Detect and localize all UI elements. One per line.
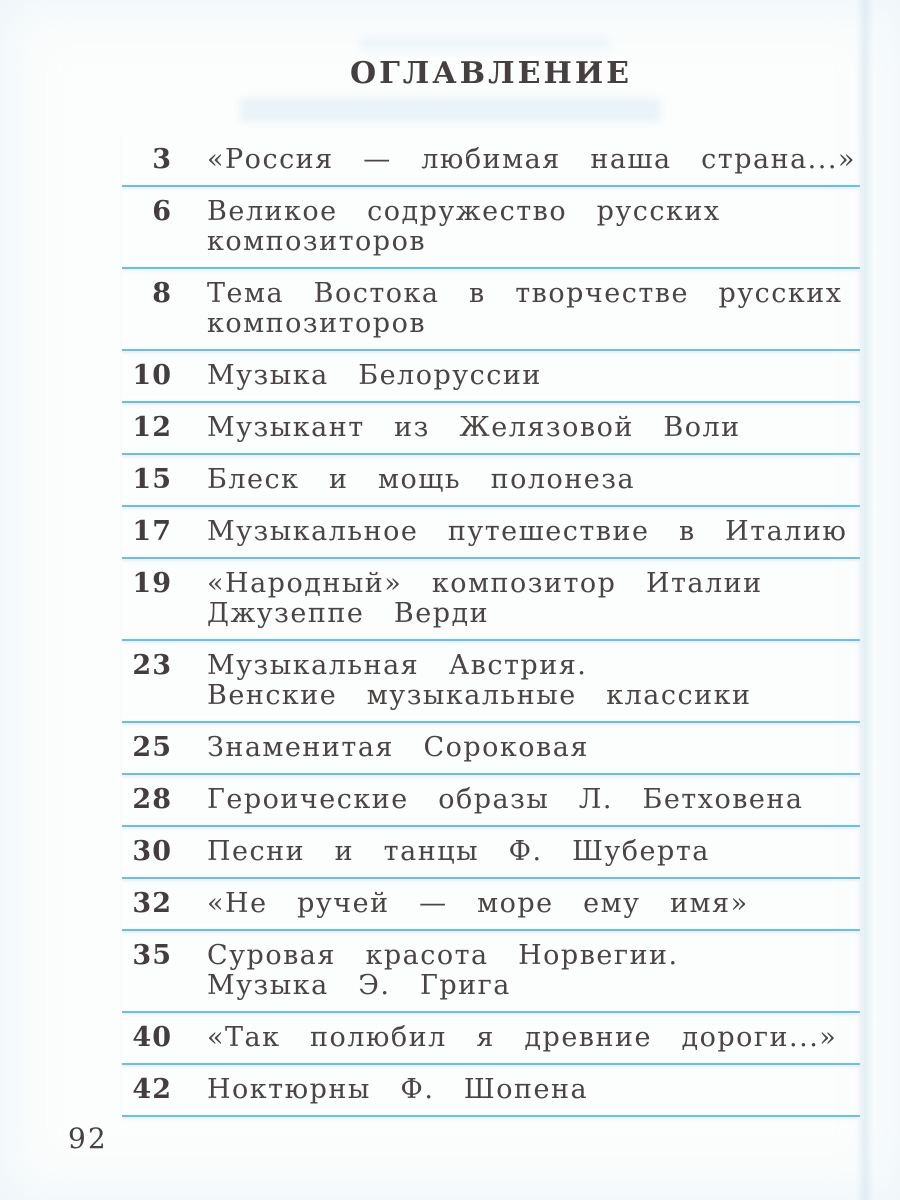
toc-item-page-number: 19 xyxy=(132,568,172,599)
showthrough-ghost xyxy=(240,98,660,122)
toc-item-title xyxy=(172,733,589,763)
toc-title-line: Музыкальное путешествие в Италию xyxy=(207,516,848,547)
toc-item-page-number: 12 xyxy=(132,412,172,443)
toc-item-page-number: 25 xyxy=(132,732,172,763)
toc-title-line: «Народный» композитор Италии xyxy=(207,568,763,599)
toc-item-page-number: 17 xyxy=(132,516,172,547)
toc-item-page-number: 8 xyxy=(152,278,172,309)
toc-item-page-number: 35 xyxy=(132,940,172,971)
toc-row xyxy=(122,351,860,403)
toc-title-line: Героические образы Л. Бетховена xyxy=(207,784,804,815)
toc-item-title xyxy=(172,651,751,711)
toc-row xyxy=(122,775,860,827)
toc-row xyxy=(122,1013,860,1065)
toc-title-line: «Так полюбил я древние дороги...» xyxy=(207,1022,838,1053)
toc-list xyxy=(122,135,860,1117)
toc-item-title xyxy=(172,569,763,629)
toc-title-line: Тема Востока в творчестве русских xyxy=(207,278,843,309)
toc-item-title xyxy=(172,1075,588,1105)
toc-item-title xyxy=(172,145,856,175)
toc-row xyxy=(122,879,860,931)
toc-title-line: «Россия — любимая наша страна...» xyxy=(207,144,856,175)
toc-item-title xyxy=(172,837,710,867)
toc-row xyxy=(122,455,860,507)
toc-row xyxy=(122,641,860,723)
toc-item-title xyxy=(172,279,843,339)
toc-item-page-number: 32 xyxy=(132,888,172,919)
toc-title-line: Великое содружество русских xyxy=(207,196,721,227)
toc-item-page-number: 15 xyxy=(132,464,172,495)
toc-item-title xyxy=(172,1023,837,1053)
toc-item-title xyxy=(172,941,679,1001)
toc-title-line: «Не ручей — море ему имя» xyxy=(207,888,749,919)
toc-title-line: композиторов xyxy=(207,226,427,257)
toc-title-line: Венские музыкальные классики xyxy=(207,680,752,711)
page-number: 92 xyxy=(68,1122,108,1155)
toc-item-page-number: 42 xyxy=(132,1074,172,1105)
toc-title-line: Музыкальная Австрия. xyxy=(207,650,588,681)
toc-item-page-number: 3 xyxy=(152,144,172,175)
toc-title-line: Джузеппе Верди xyxy=(207,598,490,629)
toc-item-page-number: 28 xyxy=(132,784,172,815)
toc-row xyxy=(122,507,860,559)
toc-row xyxy=(122,827,860,879)
toc-title-line: Музыкант из Желязовой Воли xyxy=(207,412,741,443)
toc-row xyxy=(122,1065,860,1117)
toc-item-title xyxy=(172,413,741,443)
toc-item-title xyxy=(172,517,847,547)
toc-item-title xyxy=(172,361,542,391)
toc-title-line: Ноктюрны Ф. Шопена xyxy=(207,1074,589,1105)
toc-item-page-number: 30 xyxy=(132,836,172,867)
toc-row xyxy=(122,135,860,187)
toc-row xyxy=(122,187,860,269)
toc-item-title xyxy=(172,197,721,257)
toc-item-page-number: 40 xyxy=(132,1022,172,1053)
page-title: ОГЛАВЛЕНИЕ xyxy=(349,56,633,91)
toc-title-line: Музыка Э. Грига xyxy=(207,970,511,1001)
toc-title-line: Знаменитая Сороковая xyxy=(207,732,589,763)
toc-row xyxy=(122,269,860,351)
toc-row xyxy=(122,403,860,455)
toc-item-page-number: 23 xyxy=(132,650,172,681)
toc-item-page-number: 10 xyxy=(132,360,172,391)
toc-item-title xyxy=(172,465,635,495)
toc-title-line: Суровая красота Норвегии. xyxy=(207,940,679,971)
toc-title-line: Песни и танцы Ф. Шуберта xyxy=(207,836,710,867)
toc-title-line: композиторов xyxy=(207,308,427,339)
toc-item-page-number: 6 xyxy=(152,196,172,227)
toc-item-title xyxy=(172,785,804,815)
toc-title-line: Блеск и мощь полонеза xyxy=(207,464,636,495)
showthrough-ghost xyxy=(360,36,610,51)
toc-title-line: Музыка Белоруссии xyxy=(207,360,542,391)
toc-row xyxy=(122,931,860,1013)
toc-row xyxy=(122,723,860,775)
toc-row xyxy=(122,559,860,641)
toc-item-title xyxy=(172,889,749,919)
